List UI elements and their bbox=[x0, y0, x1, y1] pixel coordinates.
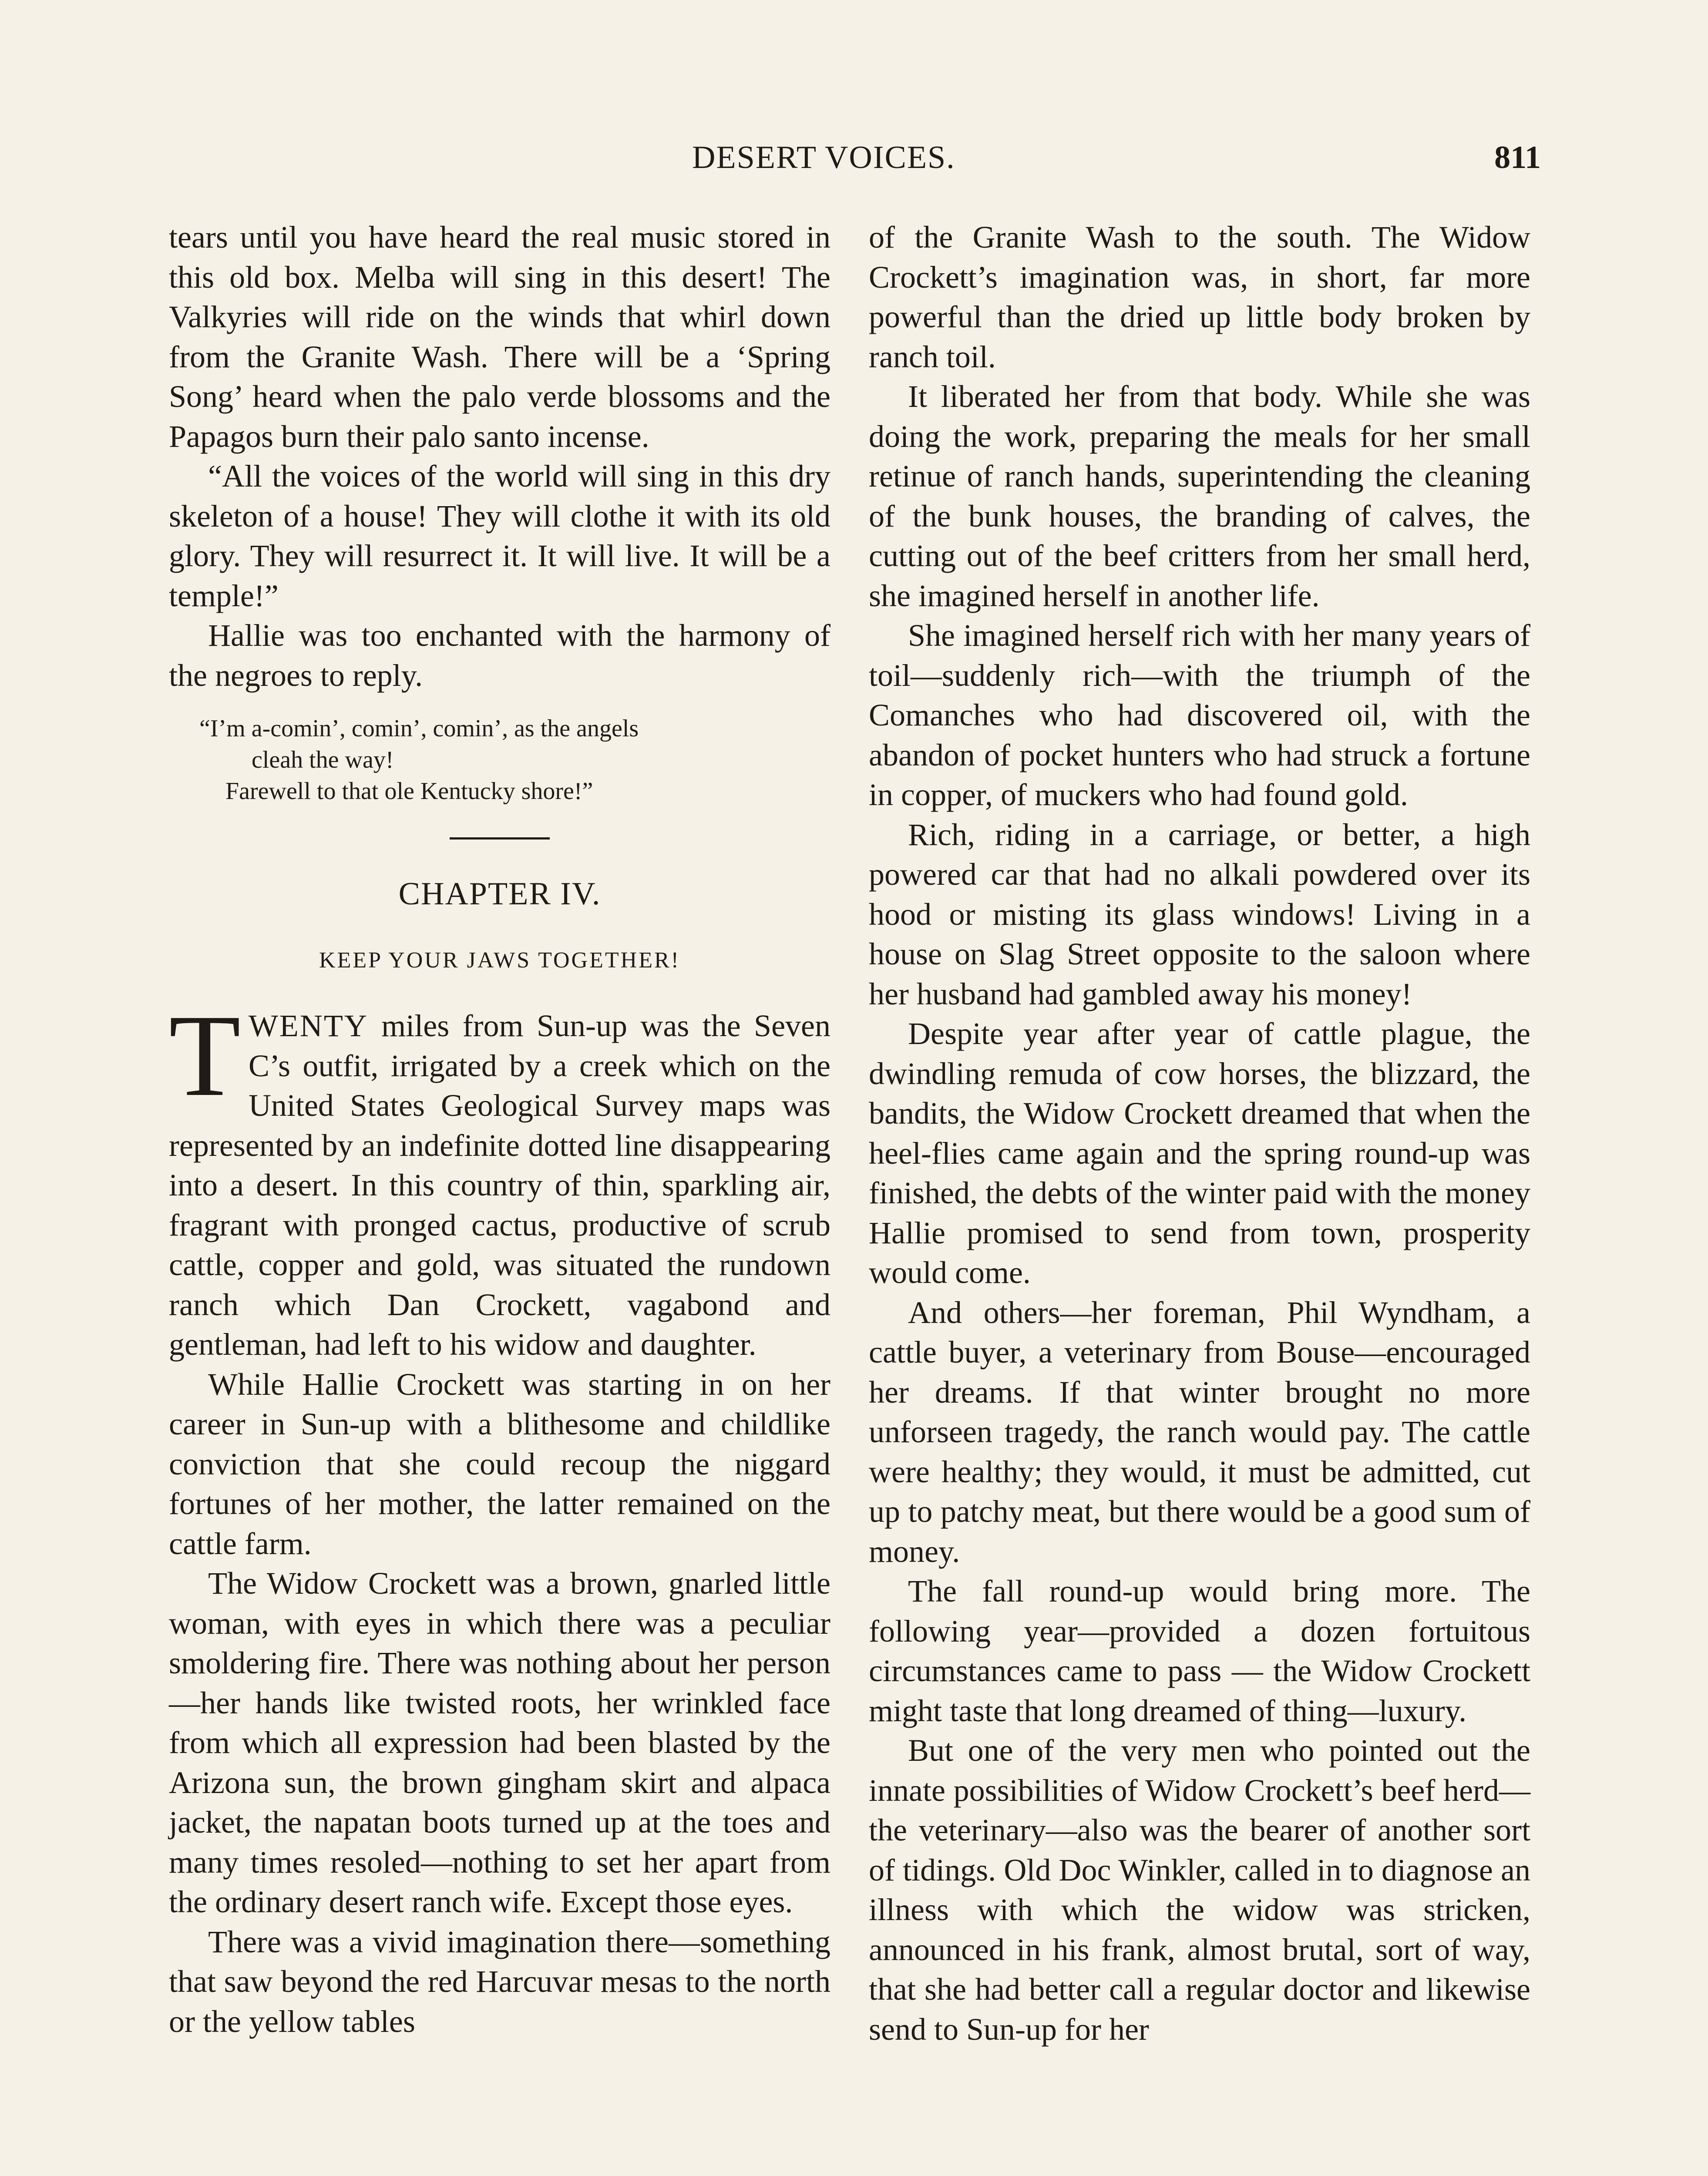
opening-word: WENTY bbox=[248, 1008, 368, 1043]
verse-line: “I’m a-comin’, comin’, comin’, as the angels bbox=[199, 715, 639, 742]
paragraph: She imagined herself rich with her many years of toil—suddenly rich—with the triumph of the Comanches who had discovered oil, with the abandon of pocket hunters who had struck a fortune in copper, of muckers who had found gold. bbox=[869, 618, 1530, 812]
paragraph: tears until you have heard the real music stored in this old box. Melba will sing in this desert! The Valkyries will ride on the winds that whirl down from the Granite Wash. There will be a ‘Spring Song’ heard when the palo verde blossoms and the Papagos burn their palo santo incense. bbox=[169, 220, 830, 454]
chapter-title: CHAPTER IV. bbox=[398, 876, 601, 912]
page-number: 811 bbox=[1494, 140, 1541, 175]
paragraph: The Widow Crockett was a brown, gnarled little woman, with eyes in which there was a peculiar smoldering fire. There was nothing about her person—her hands like twisted roots, her wrinkled face from which all expression had been blasted by the Arizona sun, the brown gingham skirt and alpaca jacket, the napatan boots turned up at the toes and many times resoled—nothing to set her apart from the ordinary desert ranch wife. Except those eyes. bbox=[169, 1566, 830, 1919]
paragraph: Rich, riding in a carriage, or better, a high powered car that had no alkali powdered over its hood or misting its glass windows! Living in a house on Slag Street opposite to the saloon where her husband had gambled away his money! bbox=[869, 817, 1530, 1011]
paragraph: “All the voices of the world will sing in this dry skeleton of a house! They will clothe it with its old glory. They will resurrect it. It will live. It will be a temple!” bbox=[169, 459, 830, 613]
verse-line: Farewell to that ole Kentucky shore!” bbox=[225, 778, 593, 805]
running-title: DESERT VOICES. bbox=[692, 140, 955, 175]
song-quote bbox=[199, 713, 830, 807]
right-column bbox=[869, 218, 1530, 2049]
page-header bbox=[170, 139, 1541, 187]
paragraph: And others—her foreman, Phil Wyndham, a cattle buyer, a veterinary from Bouse—encouraged her dreams. If that winter brought no more unforseen tragedy, the ranch would pay. The cattle were healthy; they would, it must be admitted, cut up to patchy meat, but there would be a good sum of money. bbox=[869, 1295, 1530, 1569]
paragraph: While Hallie Crockett was starting in on her career in Sun-up with a blithesome and childlike conviction that she could recoup the niggard fortunes of her mother, the latter remained on the cattle farm. bbox=[169, 1367, 830, 1561]
paragraph: There was a vivid imagination there—something that saw beyond the red Harcuvar mesas to the north or the yellow tables bbox=[169, 1924, 830, 2039]
paragraph: But one of the very men who pointed out the innate possibilities of Widow Crockett’s beef herd—the veterinary—also was the bearer of another sort of tidings. Old Doc Winkler, called in to diagnose an illness with which the widow was stricken, announced in his frank, almost brutal, sort of way, that she had better call a regular doctor and likewise send to Sun-up for her bbox=[869, 1733, 1530, 2047]
paragraph: It liberated her from that body. While she was doing the work, preparing the meals for her small retinue of ranch hands, superintending the cleaning of the bunk houses, the branding of calves, the cutting out of the beef critters from her small herd, she imagined herself in another life. bbox=[869, 379, 1530, 613]
drop-cap: T bbox=[169, 991, 241, 1121]
paragraph: Despite year after year of cattle plague, the dwindling remuda of cow horses, the blizzard, the bandits, the Widow Crockett dreamed that when the heel-flies came again and the spring round-up was finished, the debts of the winter paid with the money Hallie promised to send from town, prosperity would come. bbox=[869, 1016, 1530, 1290]
paragraph: of the Granite Wash to the south. The Widow Crockett’s imagination was, in short, far more powerful than the dried up little body broken by ranch toil. bbox=[869, 220, 1530, 374]
verse-line: cleah the way! bbox=[252, 746, 394, 773]
chapter-subtitle: KEEP YOUR JAWS TOGETHER! bbox=[319, 947, 680, 973]
paragraph: The fall round-up would bring more. The following year—provided a dozen fortuitous circumstances came to pass — the Widow Crockett might taste that long dreamed of thing—luxury. bbox=[869, 1574, 1530, 1728]
paragraph: Hallie was too enchanted with the harmony of the negroes to reply. bbox=[169, 618, 830, 693]
paragraph-text: miles from Sun-up was the Seven C’s outfit, irrigated by a creek which on the United States Geological Survey maps was represented by an indefinite dotted line disappearing into a desert. In this country of thin, sparkling air, fragrant with pronged cactus, productive of scrub cattle, copper and gold, was situated the rundown ranch which Dan Crockett, vagabond and gentleman, had left to his widow and daughter. bbox=[169, 1008, 830, 1362]
section-divider bbox=[450, 837, 550, 840]
chapter-opening-paragraph bbox=[169, 991, 830, 1365]
left-column bbox=[169, 218, 830, 2042]
